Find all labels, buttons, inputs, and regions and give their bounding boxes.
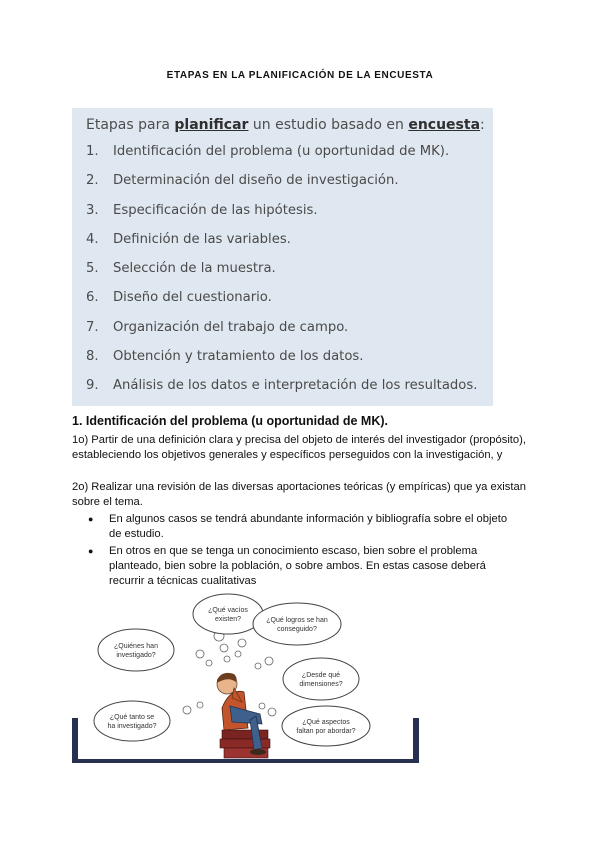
intro-text-mid: un estudio basado en xyxy=(248,117,409,133)
step-text: Definición de las variables. xyxy=(113,231,291,247)
bubble-text: ¿Quiénes han xyxy=(114,643,158,650)
bubble-text: ¿Qué tanto se xyxy=(109,714,155,721)
bubble-text: existen? xyxy=(214,616,242,623)
step-item xyxy=(86,144,477,173)
page-title: ETAPAS EN LA PLANIFICACIÓN DE LA ENCUESTA xyxy=(166,70,434,81)
list-item-text: En algunos casos se tendrá abundante información y bibliografía sobre el objeto de estudio. xyxy=(109,513,508,541)
thought-bubble xyxy=(283,658,359,700)
list-item xyxy=(88,512,518,543)
thought-bubble xyxy=(94,701,170,741)
frame-base xyxy=(72,759,419,763)
step-text: Obtención y tratamiento de los datos. xyxy=(113,349,364,365)
step-number: 5. xyxy=(86,261,99,277)
step-text: Determinación del diseño de investigación. xyxy=(113,173,399,189)
frame-right-post xyxy=(413,718,419,763)
intro-text-pre: Etapas para xyxy=(86,117,175,133)
thought-bubble xyxy=(98,629,174,671)
step-item xyxy=(86,320,477,349)
step-number: 1. xyxy=(86,144,99,159)
bubble-text: ha investigado? xyxy=(107,723,157,730)
step-text: Organización del trabajo de campo. xyxy=(113,319,349,335)
student-figure xyxy=(217,673,270,758)
step-text: Diseño del cuestionario. xyxy=(113,290,272,306)
thinking-student-illustration xyxy=(72,588,419,763)
bubble-text: ¿Desde qué xyxy=(301,672,341,679)
step-item xyxy=(86,261,477,290)
step-number: 4. xyxy=(86,231,99,247)
step-item xyxy=(86,203,477,232)
step-text: Identificación del problema (u oportunidad de MK). xyxy=(113,144,450,159)
steps-intro xyxy=(86,117,485,133)
thought-bubble xyxy=(253,603,341,645)
step-text: Selección de la muestra. xyxy=(113,261,276,277)
intro-keyword-planificar: planificar xyxy=(174,117,249,133)
bullet-icon: ● xyxy=(88,514,94,524)
step-number: 8. xyxy=(86,349,99,365)
list-item xyxy=(88,544,518,590)
step-item xyxy=(86,290,477,319)
step-item xyxy=(86,349,477,378)
bubble-text: conseguido? xyxy=(277,626,317,633)
bubble-text: dimensiones? xyxy=(299,681,343,688)
intro-keyword-encuesta: encuesta xyxy=(408,117,481,133)
step-number: 6. xyxy=(86,290,99,306)
bullet-list xyxy=(88,512,518,590)
thought-bubble xyxy=(193,594,263,634)
bullet-icon: ● xyxy=(88,545,94,556)
bubble-text: ¿Qué logros se han xyxy=(266,617,328,624)
bubble-text: investigado? xyxy=(116,652,156,659)
step-text: Análisis de los datos e interpretación de los resultados. xyxy=(113,378,478,394)
step-item xyxy=(86,232,477,261)
step-number: 3. xyxy=(86,202,99,218)
bubble-text: ¿Qué aspectos xyxy=(302,719,350,726)
steps-box xyxy=(72,108,493,406)
intro-text-post: : xyxy=(480,117,485,133)
step-number: 7. xyxy=(86,319,99,335)
bubble-text: ¿Qué vacíos xyxy=(208,607,248,614)
paragraph-1: 1o) Partir de una definición clara y precisa del objeto de interés del investigador (propósito), estableciendo los objetivos generales y específicos perseguidos con la investigación, y xyxy=(72,434,526,462)
list-item-text: En otros en que se tenga un conocimiento escaso, bien sobre el problema planteado, bien sobre la población, o sobre ambos. En estas casose deberá recurrir a técnicas cualitativas xyxy=(109,544,486,588)
step-number: 9. xyxy=(86,378,99,394)
bubble-text: faltan por abordar? xyxy=(296,728,356,735)
step-item xyxy=(86,173,477,202)
steps-list xyxy=(86,144,477,408)
step-item xyxy=(86,378,477,407)
section-heading: 1. Identificación del problema (u oportunidad de MK). xyxy=(72,414,388,428)
step-text: Especificación de las hipótesis. xyxy=(113,202,318,218)
thought-bubble xyxy=(282,706,370,746)
frame-left-post xyxy=(72,718,78,763)
paragraph-2: 2o) Realizar una revisión de las diversas aportaciones teóricas (y empíricas) que ya existan sobre el tema. xyxy=(72,481,526,509)
step-number: 2. xyxy=(86,173,99,189)
